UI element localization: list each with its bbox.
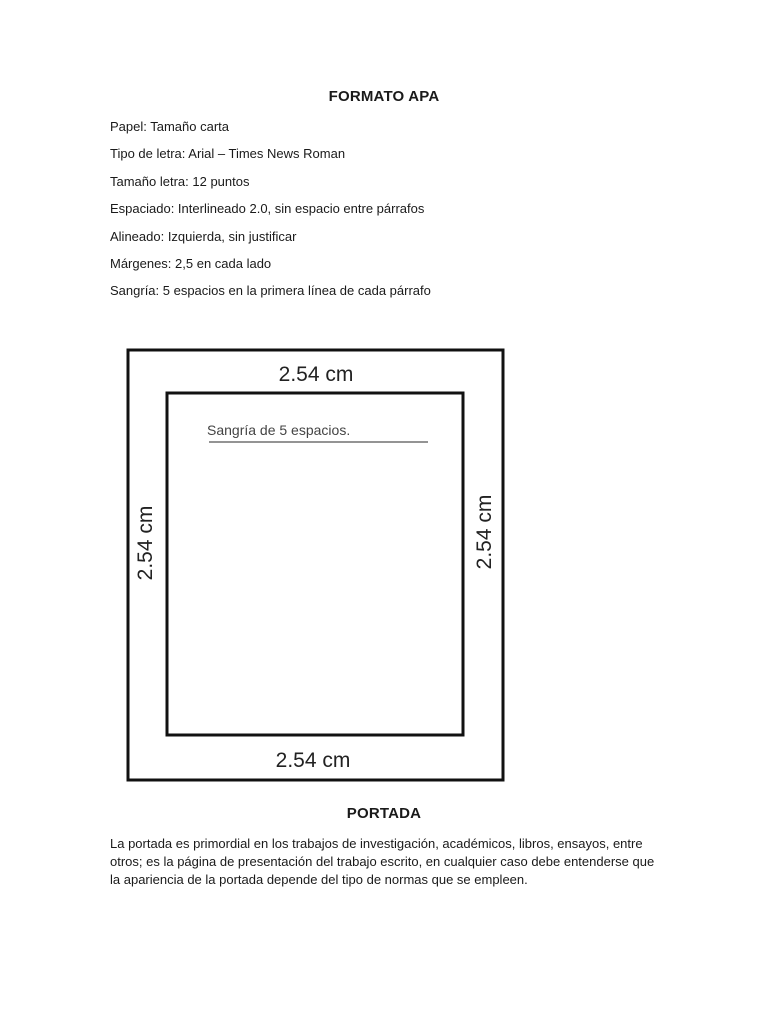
portada-line: La portada es primordial en los trabajos de investigación, académicos, libros, ensayos, entre bbox=[110, 836, 643, 851]
spec-alignment: Alineado: Izquierda, sin justificar bbox=[110, 228, 297, 244]
spec-indent: Sangría: 5 espacios en la primera línea de cada párrafo bbox=[110, 283, 431, 299]
margin-bottom-label: 2.54 cm bbox=[275, 749, 351, 772]
spec-paper: Papel: Tamaño carta bbox=[110, 119, 229, 134]
margin-diagram bbox=[120, 338, 540, 794]
spec-font: Tipo de letra: Arial – Times News Roman bbox=[110, 146, 346, 162]
spec-margins: Márgenes: 2,5 en cada lado bbox=[110, 255, 272, 271]
margin-right-label: 2.54 cm bbox=[473, 494, 496, 570]
margin-top-label: 2.54 cm bbox=[278, 363, 354, 386]
margin-left-label: 2.54 cm bbox=[134, 505, 157, 581]
portada-title: PORTADA bbox=[346, 805, 422, 822]
portada-line: la apariencia de la portada depende del tipo de normas que se empleen. bbox=[110, 872, 528, 887]
margin-diagram-svg bbox=[120, 338, 540, 794]
indent-label: Sangría de 5 espacios. bbox=[207, 422, 351, 438]
portada-paragraph bbox=[110, 835, 670, 889]
spec-font-size: Tamaño letra: 12 puntos bbox=[110, 173, 250, 189]
format-spec-list bbox=[110, 119, 670, 311]
portada-line: otros; es la página de presentación del trabajo escrito, en cualquier caso debe entenderse que bbox=[110, 854, 655, 869]
document-title: FORMATO APA bbox=[328, 88, 440, 105]
spec-spacing: Espaciado: Interlineado 2.0, sin espacio entre párrafos bbox=[110, 201, 425, 217]
